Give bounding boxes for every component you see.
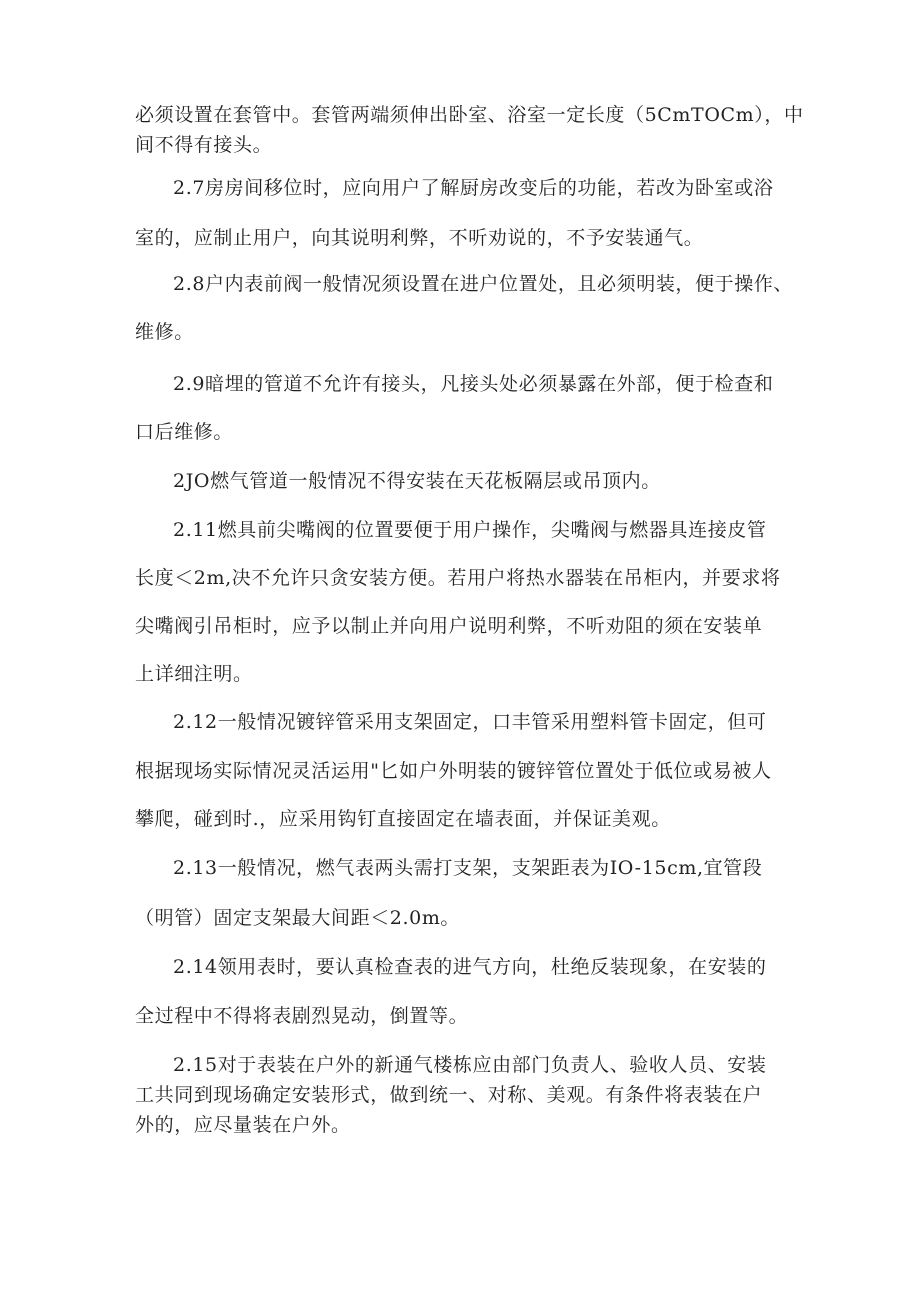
text-line: 攀爬，碰到时.，应采用钩钉直接固定在墙表面，并保证美观。 xyxy=(135,808,671,830)
text-line: 必须设置在套管中。套管两端须伸出卧室、浴室一定长度（5CmTOCm），中 xyxy=(135,104,804,126)
text-line: 2.11燃具前尖嘴阀的位置要便于用户操作，尖嘴阀与燃器具连接皮管 xyxy=(173,519,767,541)
text-line: 全过程中不得将表剧烈晃动，倒置等。 xyxy=(135,1005,469,1027)
text-line: 外的，应尽量装在户外。 xyxy=(135,1114,351,1136)
text-line: 2.8户内表前阀一般情况须设置在进户位置处，且必须明装，便于操作、 xyxy=(173,273,794,295)
text-line: 长度＜2m,决不允许只贪安装方便。若用户将热水器装在吊柜内，并要求将 xyxy=(135,567,781,589)
text-line: 2.13一般情况，燃气表两头需打支架，支架距表为IO-15cm,宜管段 xyxy=(173,857,763,879)
text-line: 2.14领用表时，要认真检查表的进气方向，杜绝反装现象，在安装的 xyxy=(173,956,767,978)
text-line: 2.7房房间移位时，应向用户了解厨房改变后的功能，若改为卧室或浴 xyxy=(173,177,774,199)
text-line: 2.15对于表装在户外的新通气楼栋应由部门负责人、验收人员、安装 xyxy=(173,1054,767,1076)
text-line: 2.9暗埋的管道不允许有接头，凡接头处必须暴露在外部，便于检查和 xyxy=(173,373,774,395)
text-line: （明管）固定支架最大间距＜2.0m。 xyxy=(135,907,461,929)
text-line: 室的，应制止用户，向其说明利弊，不听劝说的，不予安装通气。 xyxy=(135,227,704,249)
text-line: 间不得有接头。 xyxy=(135,134,273,156)
text-line: 口后维修。 xyxy=(135,421,234,443)
text-line: 工共同到现场确定安装形式，做到统一、对称、美观。有条件将表装在户 xyxy=(135,1084,763,1106)
text-line: 上详细注明。 xyxy=(135,663,253,685)
text-line: 2.12一般情况镀锌管采用支架固定，口丰管采用塑料管卡固定，但可 xyxy=(173,711,767,733)
text-line: 根据现场实际情况灵活运用"匕如户外明装的镀锌管位置处于低位或易被人 xyxy=(135,760,772,782)
text-line: 2JO燃气管道一般情况不得安装在天花板隔层或吊顶内。 xyxy=(173,470,661,492)
text-line: 尖嘴阀引吊柜时，应予以制止并向用户说明利弊，不听劝阻的须在安装单 xyxy=(135,615,763,637)
text-line: 维修。 xyxy=(135,321,194,343)
